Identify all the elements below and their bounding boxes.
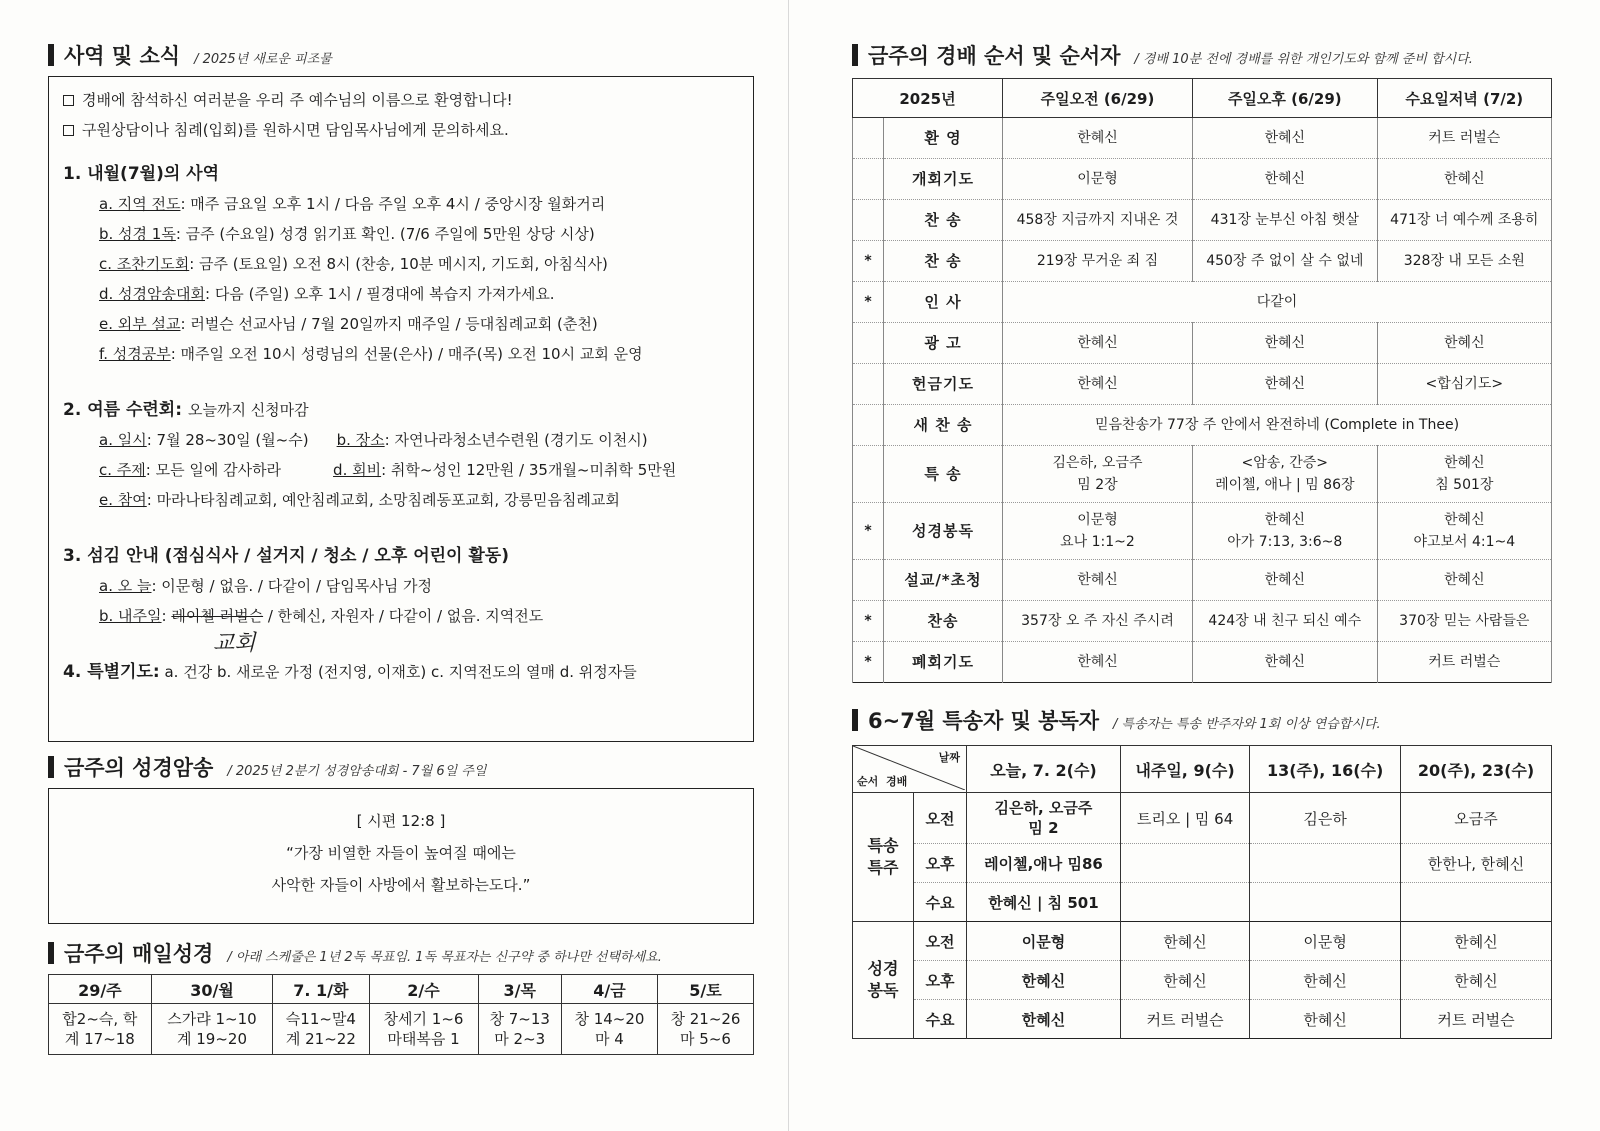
special-cell: 한혜신 | 침 501 (967, 883, 1121, 922)
daily-cell: 스가랴 1~10 계 19~20 (151, 1004, 273, 1055)
worship-role: 설교/*초청 (884, 560, 1003, 601)
daily-col-3: 2/수 (369, 975, 478, 1004)
worship-row (853, 642, 1552, 683)
special-row (853, 961, 1552, 1000)
s1-item-a: a. 지역 전도: 매주 금요일 오후 1시 / 다음 주일 오후 4시 / 중앙시장 월화거리 (99, 195, 606, 213)
memory-box (48, 788, 754, 924)
special-service: 오전 (914, 922, 967, 961)
worship-row (853, 446, 1552, 503)
special-cell: 김은하 (1250, 793, 1401, 844)
worship-cell: 한혜신 아가 7:13, 3:6~8 (1192, 503, 1377, 560)
worship-row (853, 503, 1552, 560)
worship-cell: 458장 지금까지 지내온 것 (1003, 200, 1193, 241)
worship-cell: 이문형 (1003, 159, 1193, 200)
worship-star (853, 446, 884, 503)
special-cell (1250, 844, 1401, 883)
special-cell: 이문형 (967, 922, 1121, 961)
s2-row-ab: a. 일시: 7월 28~30일 (월~수) b. 장소: 자연나라청소년수련원 (경기도 이천시) (99, 431, 648, 449)
worship-star (853, 118, 884, 159)
worship-star (853, 159, 884, 200)
worship-cell: 커트 러벌슨 (1377, 642, 1551, 683)
inquiry-line: 구원상담이나 침례(입회)를 원하시면 담임목사님에게 문의하세요. (63, 115, 739, 145)
special-col-0: 오늘, 7. 2(수) (967, 746, 1121, 793)
worship-row (853, 241, 1552, 282)
special-cell: 한혜신 (1250, 1000, 1401, 1039)
special-title: 6~7월 특송자 및 봉독자 (868, 709, 1100, 733)
worship-row (853, 200, 1552, 241)
news-header (48, 40, 754, 70)
worship-row (853, 364, 1552, 405)
special-service: 수요 (914, 883, 967, 922)
worship-role: 폐회기도 (884, 642, 1003, 683)
daily-col-6: 5/토 (657, 975, 753, 1004)
worship-col-wed: 수요일저녁 (7/2) (1377, 79, 1551, 118)
welcome-line: 경배에 참석하신 여러분을 우리 주 예수님의 이름으로 환영합니다! (63, 85, 739, 115)
special-cell: 한혜신 (1120, 922, 1249, 961)
s1-item-c: c. 조찬기도회: 금주 (토요일) 오전 8시 (찬송, 10분 메시지, 기도회, 아침식사) (99, 255, 608, 273)
worship-star (853, 560, 884, 601)
s1-item-d: d. 성경암송대회: 다음 (주일) 오후 1시 / 필경대에 복습지 가져가세요. (99, 285, 555, 303)
special-cell: 한혜신 (1401, 922, 1552, 961)
special-service: 수요 (914, 1000, 967, 1039)
worship-cell: 한혜신 (1003, 323, 1193, 364)
special-cell: 한혜신 (1401, 961, 1552, 1000)
worship-role: 헌금기도 (884, 364, 1003, 405)
special-group-label: 성경 봉독 (853, 922, 914, 1039)
worship-col-sun-am: 주일오전 (6/29) (1003, 79, 1193, 118)
worship-cell: 370장 믿는 사람들은 (1377, 601, 1551, 642)
news-title: 사역 및 소식 (64, 44, 181, 68)
worship-cell: 커트 러벌슨 (1377, 118, 1551, 159)
worship-cell: 한혜신 (1003, 560, 1193, 601)
daily-header (48, 938, 754, 968)
memory-ref: [ 시편 12:8 ] (356, 812, 446, 830)
worship-role: 찬송 (884, 601, 1003, 642)
daily-cell: 창 14~20 마 4 (561, 1004, 657, 1055)
worship-col-year: 2025년 (853, 79, 1003, 118)
special-col-1: 내주일, 9(수) (1120, 746, 1249, 793)
section-bar-icon (852, 709, 858, 731)
worship-star: * (853, 241, 884, 282)
special-service: 오후 (914, 844, 967, 883)
right-panel (852, 40, 1552, 1039)
worship-cell: <합심기도> (1377, 364, 1551, 405)
worship-cell: 357장 오 주 자신 주시려 (1003, 601, 1193, 642)
worship-row (853, 282, 1552, 323)
worship-star (853, 405, 884, 446)
memory-line1: “가장 비열한 자들이 높여질 때에는 (286, 844, 516, 862)
daily-cell: 창 21~26 마 5~6 (657, 1004, 753, 1055)
special-row (853, 793, 1552, 844)
section-bar-icon (48, 756, 54, 778)
special-row (853, 922, 1552, 961)
worship-star: * (853, 601, 884, 642)
worship-cell: 한혜신 (1192, 323, 1377, 364)
special-row (853, 883, 1552, 922)
worship-cell: 450장 주 없이 살 수 없네 (1192, 241, 1377, 282)
daily-col-1: 30/월 (151, 975, 273, 1004)
worship-row (853, 560, 1552, 601)
worship-cell: 328장 내 모든 소원 (1377, 241, 1551, 282)
special-cell (1250, 883, 1401, 922)
worship-cell: 한혜신 야고보서 4:1~4 (1377, 503, 1551, 560)
daily-cell: 창세기 1~6 마태복음 1 (369, 1004, 478, 1055)
special-col-3: 20(주), 23(수) (1401, 746, 1552, 793)
left-panel (48, 40, 754, 1055)
news-subtitle: / 2025년 새로운 피조물 (194, 52, 332, 67)
special-cell (1120, 844, 1249, 883)
daily-row (49, 1004, 754, 1055)
worship-table (852, 78, 1552, 683)
daily-header-row (49, 975, 754, 1004)
special-service: 오전 (914, 793, 967, 844)
special-service: 오후 (914, 961, 967, 1000)
s2-row-cd: c. 주제: 모든 일에 감사하라 d. 회비: 취학~성인 12만원 / 35개월~미취학 5만원 (99, 461, 677, 479)
daily-table (48, 974, 754, 1055)
worship-cell: 431장 눈부신 아침 햇살 (1192, 200, 1377, 241)
daily-col-0: 29/주 (49, 975, 152, 1004)
s3-heading: 3. 섬김 안내 (점심식사 / 설거지 / 청소 / 오후 어린이 활동) (63, 546, 509, 566)
worship-star (853, 323, 884, 364)
section-bar-icon (48, 44, 54, 66)
special-cell (1401, 883, 1552, 922)
worship-cell: 한혜신 (1003, 364, 1193, 405)
special-cell: 오금주 (1401, 793, 1552, 844)
special-cell: 레이첼,애나 밈86 (967, 844, 1121, 883)
memory-header (48, 752, 754, 782)
worship-cell: 471장 너 예수께 조용히 (1377, 200, 1551, 241)
worship-cell: 한혜신 (1192, 118, 1377, 159)
special-cell: 커트 러벌슨 (1401, 1000, 1552, 1039)
worship-role: 찬 송 (884, 200, 1003, 241)
worship-role: 특 송 (884, 446, 1003, 503)
worship-col-sun-pm: 주일오후 (6/29) (1192, 79, 1377, 118)
worship-cell: 219장 무거운 죄 짐 (1003, 241, 1193, 282)
worship-role: 환 영 (884, 118, 1003, 159)
s1-heading: 1. 내월(7월)의 사역 (63, 164, 220, 184)
special-cell: 한혜신 (967, 1000, 1121, 1039)
special-row (853, 844, 1552, 883)
worship-cell: 한혜신 침 501장 (1377, 446, 1551, 503)
worship-row (853, 601, 1552, 642)
worship-header-row (853, 79, 1552, 118)
special-cell: 커트 러벌슨 (1120, 1000, 1249, 1039)
s1-item-e: e. 외부 설교: 러벌슨 선교사님 / 7월 20일까지 매주일 / 등대침례교회 (춘천) (99, 315, 598, 333)
worship-cell: 한혜신 (1192, 642, 1377, 683)
worship-role: 광 고 (884, 323, 1003, 364)
worship-star: * (853, 282, 884, 323)
s1-item-b: b. 성경 1독: 금주 (수요일) 성경 읽기표 확인. (7/6 주일에 5만원 상당 시상) (99, 225, 595, 243)
special-cell (1120, 883, 1249, 922)
s4-line: 4. 특별기도: a. 건강 b. 새로운 가정 (전지영, 이재호) c. 지역전도의 열매 d. 위정자들 (63, 662, 637, 682)
special-cell: 트리오 | 밈 64 (1120, 793, 1249, 844)
worship-role: 개회기도 (884, 159, 1003, 200)
special-col-2: 13(주), 16(수) (1250, 746, 1401, 793)
daily-cell: 합2~슥, 학 계 17~18 (49, 1004, 152, 1055)
worship-cell: 한혜신 (1377, 560, 1551, 601)
special-cell: 한혜신 (967, 961, 1121, 1000)
worship-role: 새 찬 송 (884, 405, 1003, 446)
worship-star: * (853, 503, 884, 560)
section-bar-icon (852, 44, 858, 66)
worship-cell: 424장 내 친구 되신 예수 (1192, 601, 1377, 642)
daily-title: 금주의 매일성경 (64, 942, 214, 966)
daily-cell: 슥11~말4 계 21~22 (273, 1004, 369, 1055)
worship-cell-span: 다같이 (1003, 282, 1552, 323)
worship-star: * (853, 642, 884, 683)
worship-cell: 한혜신 (1003, 118, 1193, 159)
special-header-row (853, 746, 1552, 793)
special-header (852, 705, 1552, 735)
worship-role: 인 사 (884, 282, 1003, 323)
special-subtitle: / 특송자는 특송 반주자와 1회 이상 연습합시다. (1113, 717, 1381, 732)
special-group-label: 특송 특주 (853, 793, 914, 922)
worship-star (853, 200, 884, 241)
worship-cell-span: 믿음찬송가 77장 주 안에서 완전하네 (Complete in Thee) (1003, 405, 1552, 446)
daily-cell: 창 7~13 마 2~3 (478, 1004, 561, 1055)
corner-date-label: 날짜 (938, 751, 960, 764)
daily-subtitle: / 아래 스케줄은 1년 2독 목표임. 1독 목표자는 신구약 중 하나만 선택하세요. (227, 950, 662, 965)
worship-cell: 한혜신 (1003, 642, 1193, 683)
worship-row (853, 405, 1552, 446)
page-fold (788, 0, 789, 1131)
worship-cell: <암송, 간증> 레이첼, 애나 | 밈 86장 (1192, 446, 1377, 503)
special-row (853, 1000, 1552, 1039)
worship-row (853, 118, 1552, 159)
worship-cell: 한혜신 (1192, 159, 1377, 200)
memory-line2: 사악한 자들이 사방에서 활보하는도다.” (271, 876, 531, 894)
special-cell: 이문형 (1250, 922, 1401, 961)
special-cell: 김은하, 오금주 밈 2 (967, 793, 1121, 844)
memory-title: 금주의 성경암송 (64, 756, 214, 780)
worship-row (853, 323, 1552, 364)
checkbox-icon (63, 95, 74, 106)
daily-col-4: 3/목 (478, 975, 561, 1004)
daily-col-2: 7. 1/화 (273, 975, 369, 1004)
special-cell: 한한나, 한혜신 (1401, 844, 1552, 883)
corner-left-label: 순서 경배 (857, 775, 908, 788)
s2-heading: 2. 여름 수련회: 오늘까지 신청마감 (63, 400, 309, 420)
worship-star (853, 364, 884, 405)
worship-role: 찬 송 (884, 241, 1003, 282)
checkbox-icon (63, 125, 74, 136)
worship-cell: 한혜신 (1192, 364, 1377, 405)
s3-item-a: a. 오 늘: 이문형 / 없음. / 다같이 / 담임목사님 가정 (99, 577, 432, 595)
s1-item-f: f. 성경공부: 매주일 오전 10시 성령님의 선물(은사) / 매주(목) 오전 10시 교회 운영 (99, 345, 643, 363)
worship-role: 성경봉독 (884, 503, 1003, 560)
worship-header (852, 40, 1552, 70)
news-box (48, 76, 754, 742)
special-corner (853, 746, 967, 793)
handwritten-note: 교회 (213, 631, 256, 656)
worship-row (853, 159, 1552, 200)
special-cell: 한혜신 (1250, 961, 1401, 1000)
worship-cell: 이문형 요나 1:1~2 (1003, 503, 1193, 560)
special-cell: 한혜신 (1120, 961, 1249, 1000)
worship-cell: 한혜신 (1192, 560, 1377, 601)
worship-cell: 한혜신 (1377, 159, 1551, 200)
memory-subtitle: / 2025년 2분기 성경암송대회 - 7월 6일 주일 (227, 764, 487, 779)
s3-item-b: b. 내주일: 레이첼 러벌슨 / 한혜신, 자원자 / 다같이 / 없음. 지역전도 (99, 607, 544, 625)
s2-row-e: e. 참여: 마라나타침례교회, 예안침례교회, 소망침례동포교회, 강릉믿음침례교회 (99, 491, 620, 509)
worship-subtitle: / 경배 10분 전에 경배를 위한 개인기도와 함께 준비 합시다. (1134, 52, 1473, 67)
worship-cell: 한혜신 (1377, 323, 1551, 364)
daily-col-5: 4/금 (561, 975, 657, 1004)
special-table (852, 745, 1552, 1039)
section-bar-icon (48, 942, 54, 964)
worship-title: 금주의 경배 순서 및 순서자 (868, 44, 1121, 68)
worship-cell: 김은하, 오금주 밈 2장 (1003, 446, 1193, 503)
